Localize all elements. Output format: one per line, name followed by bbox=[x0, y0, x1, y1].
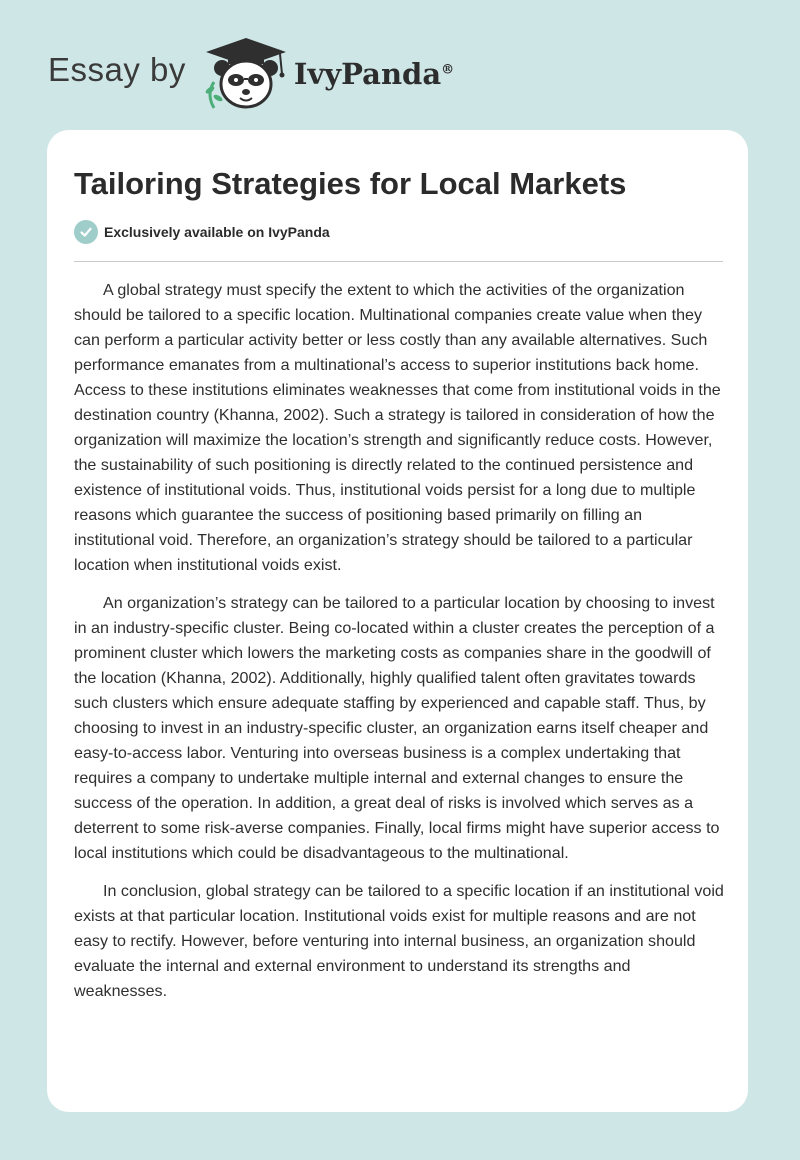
badge-label: Exclusively available on IvyPanda bbox=[104, 224, 330, 240]
divider bbox=[74, 261, 723, 262]
page-title: Tailoring Strategies for Local Markets bbox=[74, 166, 627, 201]
exclusive-badge bbox=[74, 220, 330, 244]
site-header bbox=[48, 32, 748, 112]
panda-logo-icon[interactable] bbox=[200, 32, 292, 112]
essay-card bbox=[47, 130, 748, 1112]
essay-by-label: Essay by bbox=[48, 51, 186, 88]
paragraph: A global strategy must specify the extent to which the activities of the organization should be tailored to a specific location. Multinational companies create value when they can perform a particular activity better or less costly than any available alternatives. Such performance emanates from a multinational’s access to superior institutions back home. Access to these institutions eliminates weaknesses that come from institutional voids in the destination country (Khanna, 2002). Such a strategy is tailored in consideration of how the organization will maximize the location’s strength and significantly reduce costs. However, the sustainability of such positioning is directly related to the continued persistence and existence of institutional voids. Thus, institutional voids persist for a long due to multiple reasons which guarantee the success of positioning based primarily on filling an institutional void. Therefore, an organization’s strategy should be tailored to a particular location when institutional voids exist. bbox=[74, 281, 721, 574]
paragraph: An organization’s strategy can be tailored to a particular location by choosing to invest in an industry-specific cluster. Being co-located within a cluster creates the perception of a prominent cluster which lowers the marketing costs as companies share in the goodwill of the location (Khanna, 2002). Additionally, highly qualified talent often gravitates towards such clusters which ensure adequate staffing by experienced and capable staff. Thus, by choosing to invest in an industry-specific cluster, an organization earns itself cheaper and easy-to-access labor. Venturing into overseas business is a complex undertaking that requires a company to undertake multiple internal and external changes to ensure the success of the operation. In addition, a great deal of risks is involved which serves as a deterrent to some risk-averse companies. Finally, local firms might have superior access to local institutions which could be disadvantageous to the multinational. bbox=[74, 594, 720, 862]
check-icon bbox=[74, 220, 98, 244]
essay-body bbox=[74, 278, 726, 1017]
brand-name[interactable]: IvyPanda® bbox=[293, 57, 455, 91]
paragraph: In conclusion, global strategy can be tailored to a specific location if an institutional void exists at that particular location. Institutional voids exist for multiple reasons and are not easy to rectify. However, before venturing into internal business, an organization should evaluate the internal and external environment to understand its strengths and weaknesses. bbox=[74, 882, 724, 1000]
